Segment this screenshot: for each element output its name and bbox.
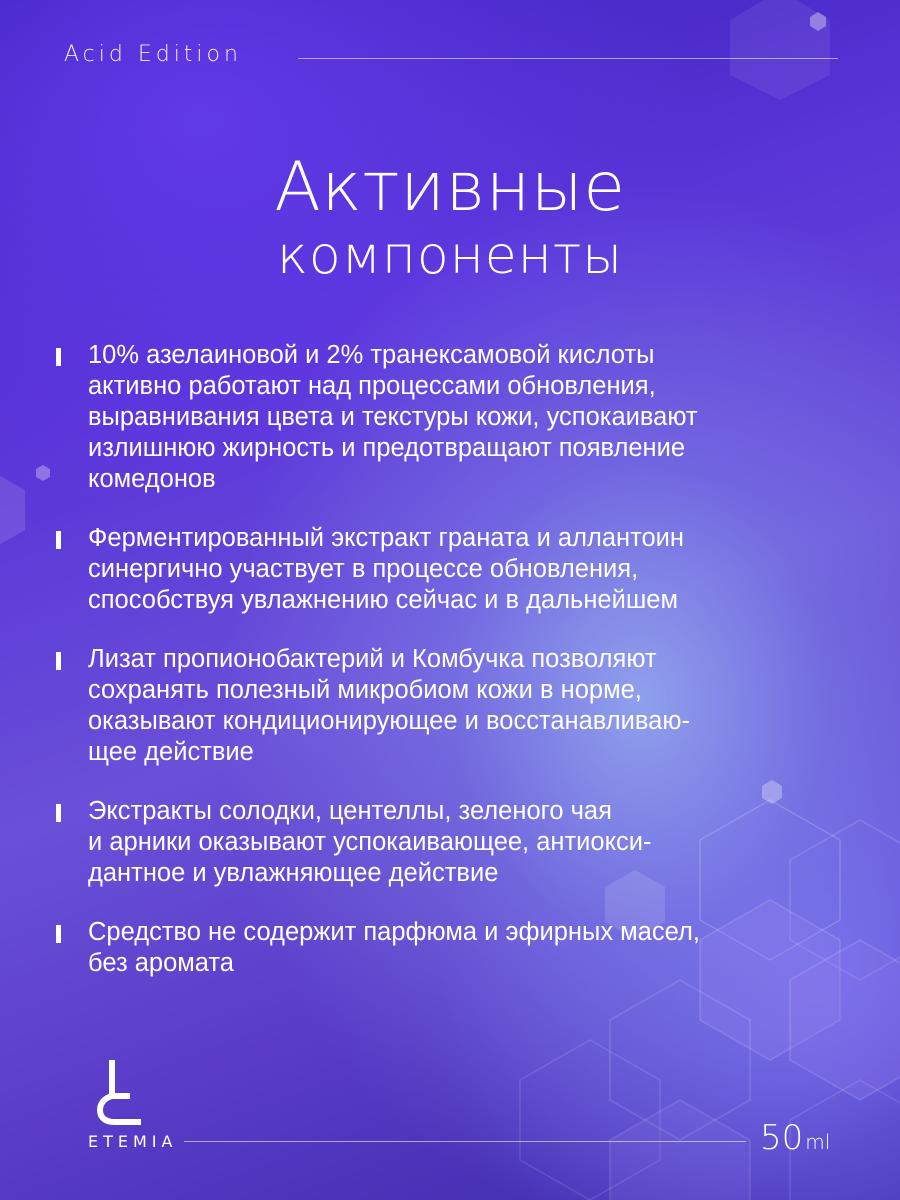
bullet-marker-icon bbox=[56, 804, 61, 822]
title-line-2: компоненты bbox=[276, 226, 624, 286]
etemia-logo-icon bbox=[92, 1060, 152, 1126]
list-item bbox=[56, 523, 856, 616]
list-item-text: Средство не содержит парфюма и эфирных масел, без аромата bbox=[88, 918, 700, 977]
brand-name: ETEMIA bbox=[88, 1132, 178, 1151]
list-item-text: Ферментированный экстракт граната и аллантоин синергично участвует в процессе обновления, способствуя увлажнению сейчас и в дальнейшем bbox=[88, 524, 685, 614]
list-item bbox=[56, 644, 856, 768]
list-item bbox=[56, 340, 856, 495]
title-line-1: Активные bbox=[274, 148, 626, 227]
page-title bbox=[0, 150, 900, 286]
bullet-marker-icon bbox=[56, 348, 61, 366]
top-divider bbox=[298, 58, 838, 59]
list-item-text: Лизат пропионобактерий и Комбучка позволяют сохранять полезный микробиом кожи в норме, оказывают кондиционирующее и восстанавливаю- щее действие bbox=[88, 645, 690, 766]
hexagon-shape bbox=[0, 470, 25, 550]
bullet-marker-icon bbox=[56, 531, 61, 549]
bullet-marker-icon bbox=[56, 925, 61, 943]
list-item-text: 10% азелаиновой и 2% транексамовой кислоты активно работают над процессами обновления, выравнивания цвета и текстуры кожи, успокаивают излишнюю жирность и предотвращают появление комедонов bbox=[88, 341, 698, 493]
list-item-text: Экстракты солодки, центеллы, зеленого чая и арники оказывают успокаивающее, антиокси- дантное и увлажняющее действие bbox=[88, 797, 652, 887]
ingredients-list bbox=[56, 340, 856, 1007]
volume-amount: 50 bbox=[760, 1118, 804, 1158]
top-bar bbox=[64, 42, 838, 72]
hexagon-shape bbox=[610, 1100, 750, 1200]
edition-label: Acid Edition bbox=[64, 42, 242, 67]
list-item bbox=[56, 917, 856, 979]
hexagon-shape bbox=[36, 465, 50, 481]
volume-unit: ml bbox=[805, 1130, 831, 1154]
brand-logo bbox=[90, 1060, 180, 1160]
volume-label bbox=[760, 1118, 830, 1158]
bullet-marker-icon bbox=[56, 652, 61, 670]
bottom-divider bbox=[184, 1141, 746, 1142]
list-item bbox=[56, 796, 856, 889]
